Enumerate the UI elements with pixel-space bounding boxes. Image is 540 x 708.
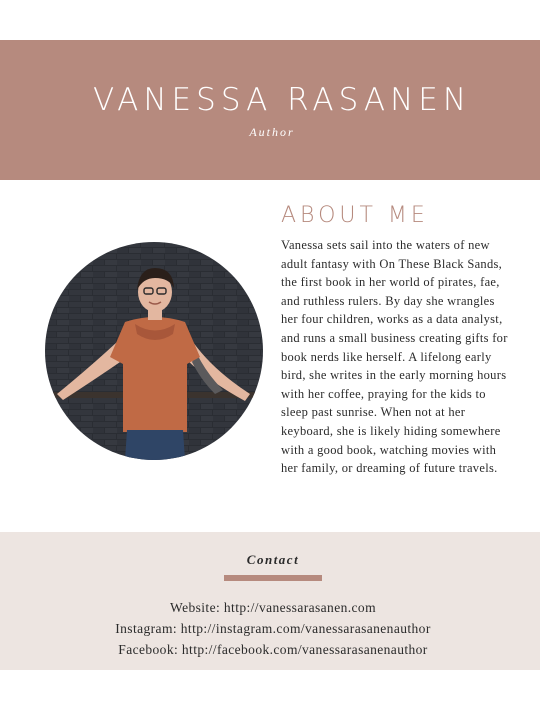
website-link[interactable]: Website: http://vanessarasanen.com <box>170 600 376 615</box>
contact-divider <box>224 575 322 581</box>
instagram-link[interactable]: Instagram: http://instagram.com/vanessarasanenauthor <box>115 621 431 636</box>
author-photo <box>45 242 263 460</box>
author-bio: Vanessa sets sail into the waters of new adult fantasy with On These Black Sands, the first book in her world of pirates, fae, and ruthless rulers. By day she wrangles her four children, works as a data analyst, and runs a small business creating gifts for book nerds like herself. A lifelong early bird, she writes in the early morning hours with her coffee, praying for the kids to sleep past sunrise. When not at her keyboard, she is likely hiding somewhere with a good book, watching movies with her family, or dreaming of future travels. <box>281 238 508 476</box>
contact-section <box>0 532 540 670</box>
about-title: ABOUT ME <box>281 203 429 228</box>
contact-label: Contact <box>246 552 300 567</box>
author-name: VANESSA RASANEN <box>92 82 472 118</box>
header-banner <box>0 40 540 180</box>
author-role: Author <box>249 125 295 139</box>
author-photo-illustration <box>45 242 263 460</box>
facebook-link[interactable]: Facebook: http://facebook.com/vanessarasanenauthor <box>118 642 428 657</box>
